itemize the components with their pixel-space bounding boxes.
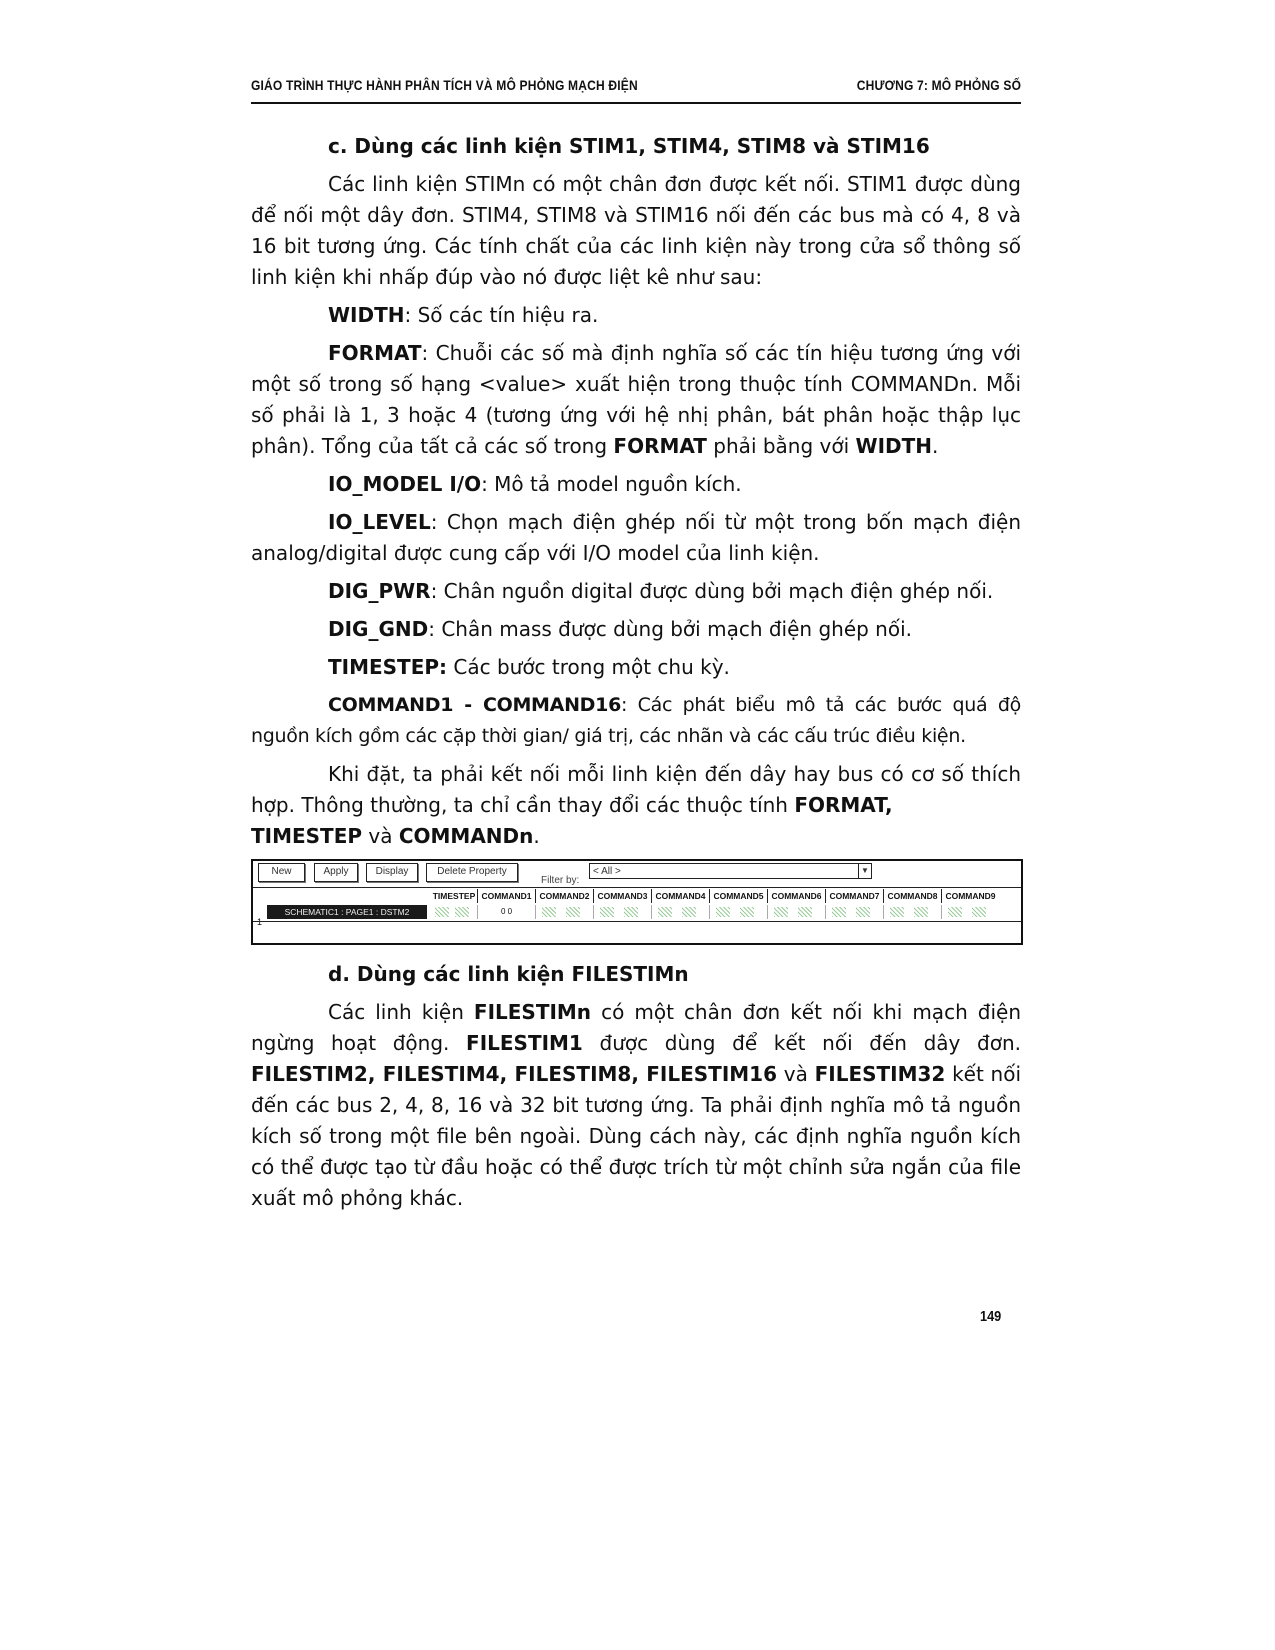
column-header-command6[interactable]: COMMAND6 <box>768 889 826 903</box>
column-header-command8[interactable]: COMMAND8 <box>884 889 942 903</box>
d-term-filestim32: FILESTIM32 <box>814 1062 946 1086</box>
table-cell[interactable] <box>536 905 594 919</box>
term-diggnd: DIG_GND <box>328 617 429 641</box>
table-cell[interactable] <box>478 905 536 919</box>
prop-command <box>251 690 1021 752</box>
term-format-2: FORMAT <box>613 434 707 458</box>
desc-format-end: . <box>932 434 939 458</box>
dropdown-arrow-icon[interactable]: ▼ <box>858 864 871 878</box>
row-label[interactable]: SCHEMATIC1 : PAGE1 : DSTM2 <box>267 905 427 919</box>
placement-and: và <box>362 824 399 848</box>
table-cell[interactable] <box>826 905 884 919</box>
desc-diggnd: : Chân mass được dùng bởi mạch điện ghép nối. <box>428 617 912 641</box>
delete-property-button[interactable]: Delete Property <box>426 863 518 882</box>
column-header-command7[interactable]: COMMAND7 <box>826 889 884 903</box>
row-divider <box>253 921 1021 922</box>
table-cell[interactable] <box>431 905 478 919</box>
column-header-command5[interactable]: COMMAND5 <box>710 889 768 903</box>
new-button[interactable]: New <box>258 863 305 882</box>
column-header-command4[interactable]: COMMAND4 <box>652 889 710 903</box>
column-header-timestep[interactable]: TIMESTEP <box>431 889 478 903</box>
table-cell[interactable] <box>710 905 768 919</box>
term-iolevel: IO_LEVEL <box>328 510 431 534</box>
prop-iolevel <box>251 507 1021 569</box>
d-term-filestim1: FILESTIM1 <box>466 1031 583 1055</box>
table-cell[interactable] <box>884 905 942 919</box>
term-width-2: WIDTH <box>855 434 933 458</box>
cell-value: 0 0 <box>500 907 513 916</box>
page-header <box>251 70 1021 104</box>
d-text-e: kết nối đến các bus 2, 4, 8, 16 và 32 bit tương ứng. Ta phải định nghĩa mô tả nguồn kích số trong một file bên ngoài. Dùng cách này, các định nghĩa nguồn kích có thể được tạo từ đầu hoặc có thể được trích từ một chỉnh sửa ngắn của file xuất mô phỏng khác. <box>251 1062 1021 1210</box>
term-digpwr: DIG_PWR <box>328 579 431 603</box>
prop-digpwr <box>251 576 1021 607</box>
term-format: FORMAT <box>328 341 422 365</box>
toolbar-divider <box>253 887 1021 888</box>
placement-term-timestep: TIMESTEP <box>251 824 363 848</box>
term-command: COMMAND1 - COMMAND16 <box>328 694 621 716</box>
placement-term-format: FORMAT, <box>794 793 893 817</box>
table-cell[interactable] <box>594 905 652 919</box>
section-c-intro: Các linh kiện STIMn có một chân đơn được kết nối. STIM1 được dùng để nối một dây đơn. STIM4, STIM8 và STIM16 nối đến các bus mà có 4, 8 và 16 bit tương ứng. Các tính chất của các linh kiện này trong cửa sổ thông số linh kiện khi nhấp đúp vào nó được liệt kê như sau: <box>251 172 1021 289</box>
column-header-command9[interactable]: COMMAND9 <box>945 891 996 901</box>
section-d-heading: d. Dùng các linh kiện FILESTIMn <box>328 962 689 986</box>
desc-digpwr: : Chân nguồn digital được dùng bởi mạch điện ghép nối. <box>430 579 994 603</box>
desc-format: : Chuỗi các số mà định nghĩa số các tín hiệu tương ứng với một số trong số hạng <value> xuất hiện trong thuộc tính COMMANDn. Mỗi số phải là 1, 3 hoặc 4 (tương ứng với hệ nhị phân, bát phân hoặc thập lục phân). Tổng của tất cả các số trong <box>251 341 1021 458</box>
term-iomodel: IO_MODEL I/O <box>328 472 482 496</box>
term-width: WIDTH <box>328 303 405 327</box>
term-timestep: TIMESTEP: <box>328 655 448 679</box>
d-term-filestimn: FILESTIMn <box>473 1000 592 1024</box>
property-editor-screenshot <box>251 859 1023 945</box>
table-cell[interactable] <box>942 905 999 919</box>
display-button[interactable]: Display <box>366 863 418 882</box>
prop-timestep <box>251 652 1021 683</box>
column-header-command1[interactable]: COMMAND1 <box>478 889 536 903</box>
table-cell[interactable] <box>652 905 710 919</box>
d-text-d: và <box>777 1062 815 1086</box>
desc-timestep: Các bước trong một chu kỳ. <box>447 655 730 679</box>
page-number: 149 <box>980 1308 1002 1325</box>
prop-diggnd <box>251 614 1021 645</box>
column-header-command2[interactable]: COMMAND2 <box>536 889 594 903</box>
header-book-title: GIÁO TRÌNH THỰC HÀNH PHÂN TÍCH VÀ MÔ PHỎNG MẠCH ĐIỆN <box>251 77 638 93</box>
page-content <box>251 131 1021 1221</box>
d-text-b: có một chân đơn kết nối khi mạch điện ngừng hoạt động. <box>251 1000 1022 1055</box>
desc-command: : Các phát biểu mô tả các bước quá độ nguồn kích gồm các cặp thời gian/ giá trị, các nhãn và các cấu trúc điều kiện. <box>251 694 1021 747</box>
section-c-heading: c. Dùng các linh kiện STIM1, STIM4, STIM8 và STIM16 <box>328 134 930 158</box>
table-cell[interactable] <box>768 905 826 919</box>
placement-term-commandn: COMMANDn <box>398 824 534 848</box>
desc-width: : Số các tín hiệu ra. <box>404 303 599 327</box>
placement-paragraph <box>251 759 1021 852</box>
filter-value: < All > <box>593 866 621 877</box>
row-number: 1 <box>257 917 263 927</box>
d-term-filestim-list: FILESTIM2, FILESTIM4, FILESTIM8, FILESTIM16 <box>251 1062 778 1086</box>
desc-iomodel: : Mô tả model nguồn kích. <box>481 472 742 496</box>
d-text-a: Các linh kiện <box>328 1000 474 1024</box>
header-chapter-title: CHƯƠNG 7: MÔ PHỎNG SỐ <box>856 77 1021 93</box>
desc-iolevel: : Chọn mạch điện ghép nối từ một trong bốn mạch điện analog/digital được cung cấp với I/O model của linh kiện. <box>251 510 1021 565</box>
placement-end: . <box>533 824 540 848</box>
apply-button[interactable]: Apply <box>314 863 358 882</box>
placement-text: Khi đặt, ta phải kết nối mỗi linh kiện đến dây hay bus có cơ số thích hợp. Thông thường, ta chỉ cần thay đổi các thuộc tính <box>251 762 1021 817</box>
filter-select[interactable] <box>589 863 872 879</box>
desc-format-2: phải bằng với <box>706 434 856 458</box>
prop-iomodel <box>251 469 1021 500</box>
d-text-c: được dùng để kết nối đến dây đơn. <box>582 1031 1021 1055</box>
prop-width <box>251 300 1021 331</box>
section-d-paragraph <box>251 997 1021 1214</box>
prop-format <box>251 338 1021 462</box>
filter-label: Filter by: <box>541 875 580 886</box>
column-header-command3[interactable]: COMMAND3 <box>594 889 652 903</box>
